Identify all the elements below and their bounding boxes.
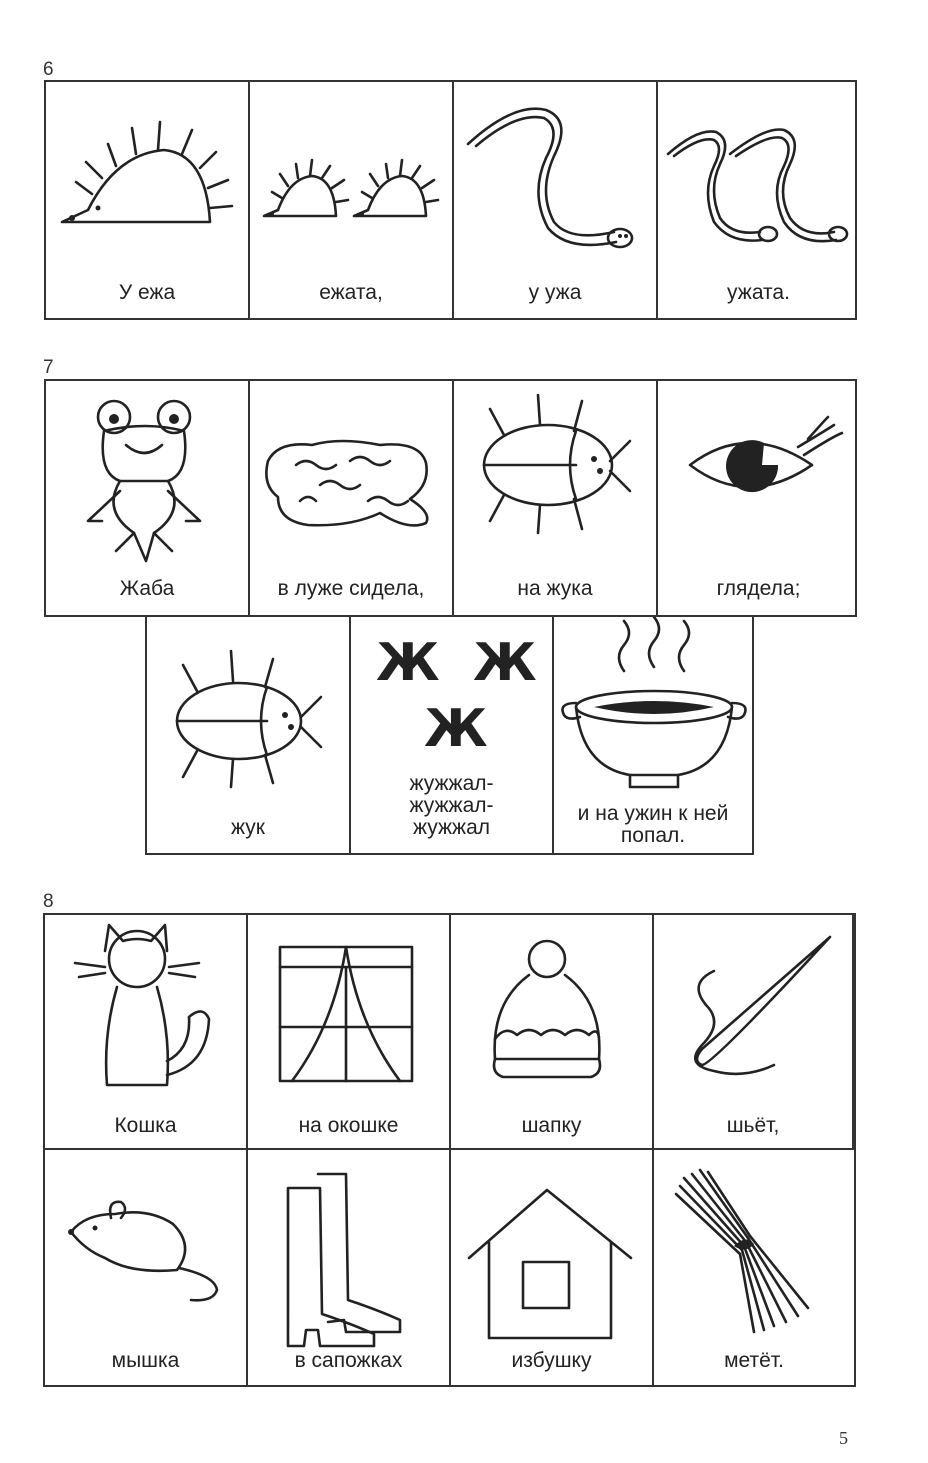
letter-zh: Ж: [473, 633, 537, 693]
caption: Кошка: [114, 1114, 177, 1137]
picture-card: [554, 617, 752, 853]
picture-card: [147, 617, 351, 853]
picture-row: [44, 80, 857, 320]
caption: на жука: [517, 577, 593, 600]
caption: в сапожках: [294, 1349, 403, 1372]
picture-card: [248, 915, 451, 1150]
picture-card: [454, 381, 658, 615]
picture-card: [654, 915, 854, 1150]
picture-row: [44, 379, 857, 617]
caption: глядела;: [716, 577, 801, 600]
picture-card: [250, 82, 454, 318]
caption: У ежа: [118, 281, 176, 304]
picture-card: [658, 82, 859, 318]
caption: у ужа: [528, 281, 582, 304]
caption: избушку: [511, 1349, 592, 1372]
caption: в луже сидела,: [277, 577, 425, 600]
caption: ужата.: [727, 281, 790, 304]
caption: жужжал- жужжал- жужжал: [409, 772, 494, 839]
caption: Жаба: [119, 577, 175, 600]
page-number: 5: [839, 1428, 848, 1448]
picture-card: [45, 915, 248, 1150]
picture-row: [145, 615, 754, 855]
picture-card: [250, 381, 454, 615]
exercise-number: 6: [43, 59, 54, 80]
picture-card: [454, 82, 658, 318]
picture-card: [46, 381, 250, 615]
caption: ежата,: [319, 281, 383, 304]
letter-zh: Ж: [424, 699, 488, 759]
caption: и на ужин к ней попал.: [577, 802, 729, 847]
exercise-number: 7: [43, 357, 54, 378]
picture-card: [46, 82, 250, 318]
letter-zh: Ж: [376, 633, 440, 693]
caption: метёт.: [724, 1349, 784, 1372]
picture-card: [654, 1150, 854, 1385]
picture-card: [248, 1150, 451, 1385]
caption: мышка: [111, 1349, 180, 1372]
caption: шьёт,: [726, 1114, 780, 1137]
picture-card: [351, 617, 554, 853]
exercise-number: 8: [43, 891, 54, 912]
caption: жук: [231, 816, 265, 839]
picture-grid: [43, 913, 856, 1387]
picture-card: [451, 915, 654, 1150]
caption: на окошке: [298, 1114, 399, 1137]
picture-card: [45, 1150, 248, 1385]
picture-card: [451, 1150, 654, 1385]
picture-card: [658, 381, 859, 615]
caption: шапку: [521, 1114, 582, 1137]
